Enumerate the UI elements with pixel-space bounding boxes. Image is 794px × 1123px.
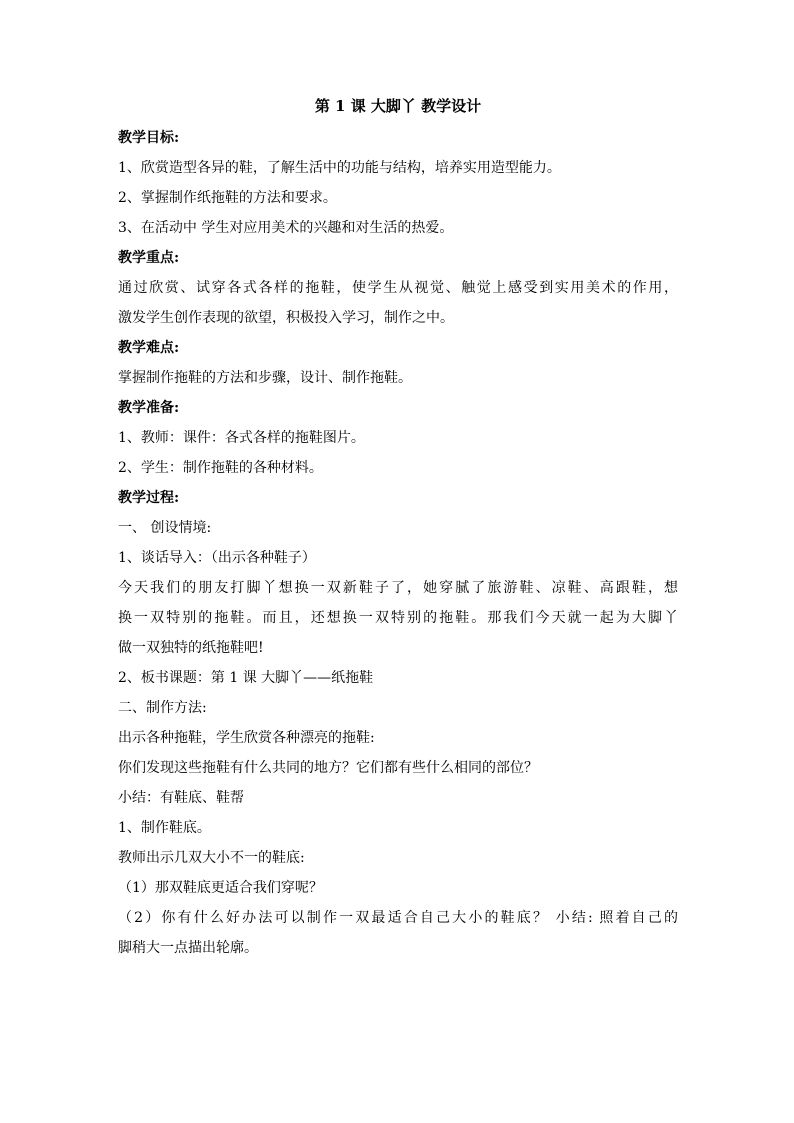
body-text: 教师出示几双大小不一的鞋底: bbox=[118, 850, 305, 866]
paragraph-line: 脚稍大一点描出轮廓。 bbox=[118, 940, 258, 956]
key-points-heading: 教学重点: bbox=[118, 250, 180, 266]
section-title: 一、 创设情境: bbox=[118, 520, 212, 536]
paragraph-line: （2）你有什么好办法可以制作一双最适合自己大小的鞋底？ 小结: 照着自己的 bbox=[118, 910, 678, 926]
step-item: 2、板书课题：第 1 课 大脚丫——纸拖鞋 bbox=[118, 670, 374, 686]
difficulty-heading: 教学难点: bbox=[118, 340, 180, 356]
question-text: 你们发现这些拖鞋有什么共同的地方？它们都有些什么相同的部位？ bbox=[118, 760, 538, 776]
goal-item: 1、欣赏造型各异的鞋，了解生活中的功能与结构，培养实用造型能力。 bbox=[118, 160, 561, 176]
key-points-paragraph bbox=[118, 278, 678, 328]
summary-text: 小结：有鞋底、鞋帮 bbox=[118, 790, 244, 806]
question-paragraph bbox=[118, 908, 678, 958]
body-text: 出示各种拖鞋，学生欣赏各种漂亮的拖鞋: bbox=[118, 730, 375, 746]
section-title: 二、制作方法: bbox=[118, 700, 207, 716]
step-item: 1、制作鞋底。 bbox=[118, 820, 211, 836]
goal-item: 3、在活动中 学生对应用美术的兴趣和对生活的热爱。 bbox=[118, 220, 454, 236]
goals-heading: 教学目标: bbox=[118, 130, 180, 146]
process-heading: 教学过程: bbox=[118, 490, 180, 506]
document-page bbox=[118, 96, 678, 968]
question-item: （1）那双鞋底更适合我们穿呢？ bbox=[118, 880, 323, 896]
document-title: 第 1 课 大脚丫 教学设计 bbox=[314, 97, 482, 115]
paragraph-line: 通过欣赏、试穿各式各样的拖鞋，使学生从视觉、触觉上感受到实用美术的作用， bbox=[118, 280, 678, 296]
intro-paragraph bbox=[118, 578, 678, 658]
paragraph-line: 激发学生创作表现的欲望，积极投入学习，制作之中。 bbox=[118, 310, 454, 326]
paragraph-line: 换一双特别的拖鞋。而且，还想换一双特别的拖鞋。那我们今天就一起为大脚丫 bbox=[118, 610, 678, 626]
preparation-item: 1、教师：课件：各式各样的拖鞋图片。 bbox=[118, 430, 365, 446]
goal-item: 2、掌握制作纸拖鞋的方法和要求。 bbox=[118, 190, 337, 206]
paragraph-line: 做一双独特的纸拖鞋吧! bbox=[118, 640, 264, 656]
preparation-item: 2、学生：制作拖鞋的各种材料。 bbox=[118, 460, 323, 476]
preparation-heading: 教学准备: bbox=[118, 400, 180, 416]
difficulty-text: 掌握制作拖鞋的方法和步骤，设计、制作拖鞋。 bbox=[118, 370, 412, 386]
paragraph-line: 今天我们的朋友打脚丫想换一双新鞋子了，她穿腻了旅游鞋、凉鞋、高跟鞋，想 bbox=[118, 580, 678, 596]
step-item: 1、谈话导入：（出示各种鞋子） bbox=[118, 550, 316, 566]
